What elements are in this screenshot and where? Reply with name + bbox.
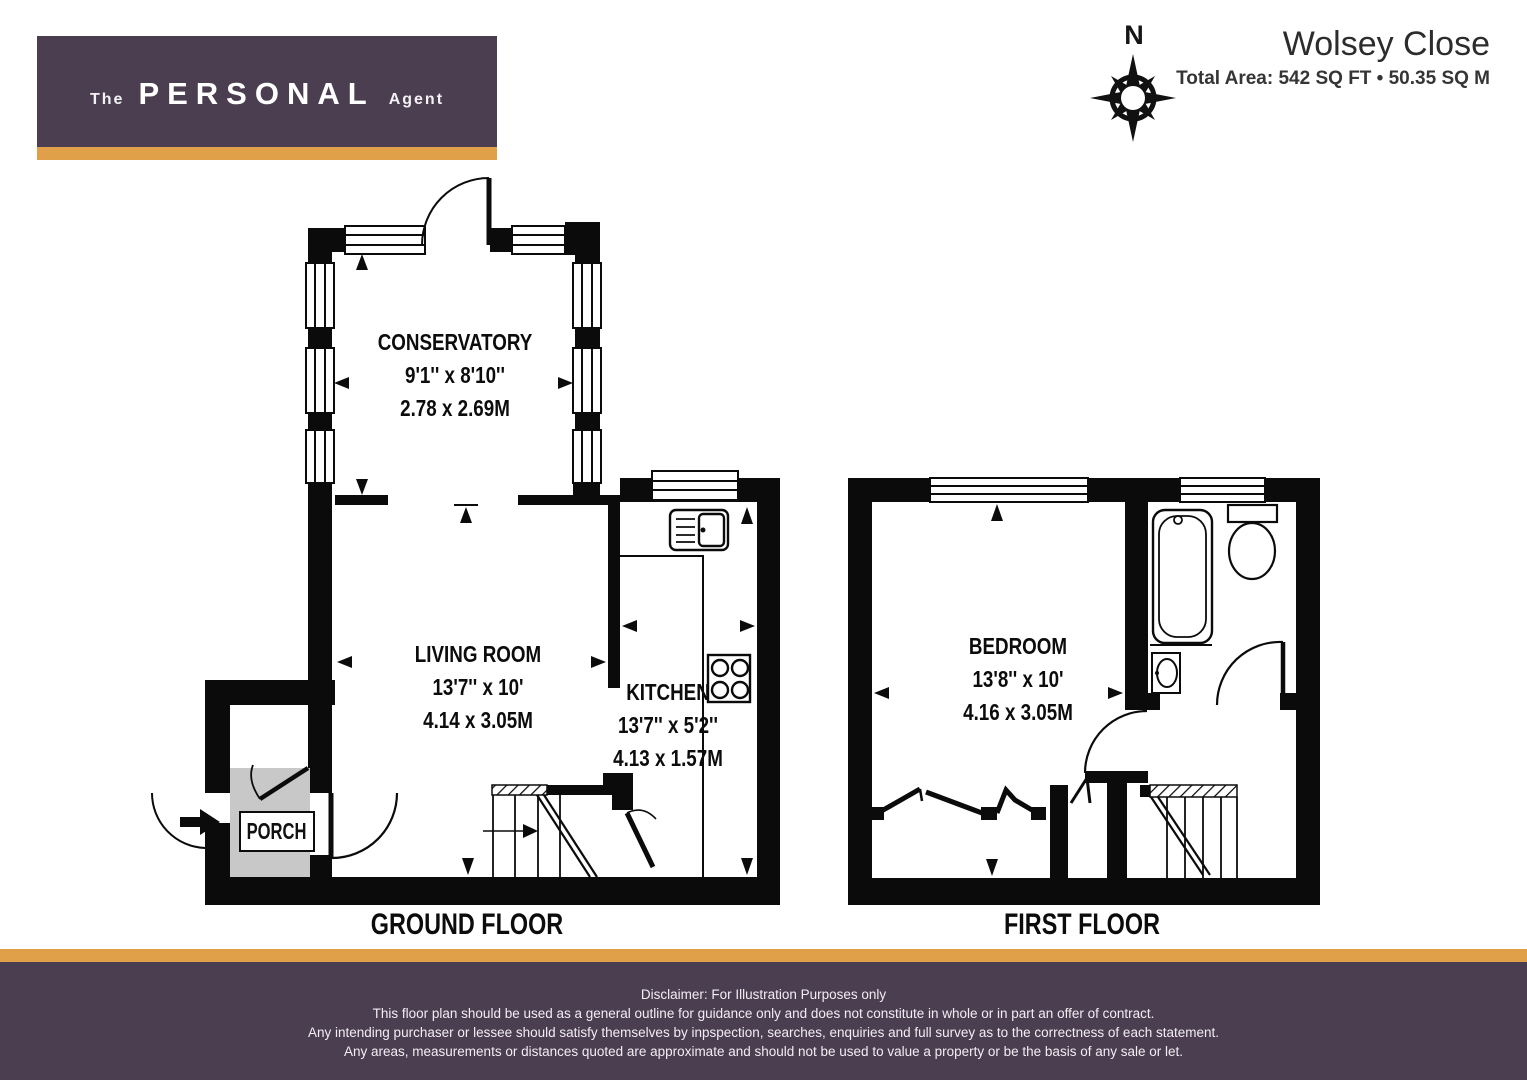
page-title: Wolsey Close (1282, 25, 1490, 63)
room-dim-imperial: 13'7'' x 10' (432, 674, 524, 700)
logo-name: PERSONAL (138, 76, 375, 111)
footer-gold-stripe (0, 949, 1527, 962)
toilet (1228, 505, 1277, 579)
wardrobe-jambs (870, 807, 1046, 820)
room-dim-metric: 4.13 x 1.57M (613, 745, 723, 771)
logo-prefix: The (89, 91, 125, 108)
staircase-first (1150, 785, 1237, 878)
bathroom-door (1217, 642, 1283, 705)
logo-suffix: Agent (388, 91, 445, 108)
disclaimer-line: Any intending purchaser or lessee should satisfy themselves by inpspection, searches, enquiries and full survey as to the correctness of each statement. (308, 1025, 1219, 1040)
room-dim-metric: 2.78 x 2.69M (400, 395, 510, 421)
bathroom-basin (1152, 653, 1180, 693)
room-dim-imperial: 13'8'' x 10' (972, 666, 1064, 692)
room-label-kitchen (604, 676, 732, 775)
room-dim-metric: 4.14 x 3.05M (423, 707, 533, 733)
compass-north-label: N (1124, 20, 1144, 50)
room-name: LIVING ROOM (414, 641, 542, 667)
first-floor-label: FIRST FLOOR (1004, 908, 1160, 941)
plan-header (1176, 25, 1490, 90)
room-name: PORCH (247, 818, 307, 844)
wardrobe-doors (878, 789, 1037, 813)
room-dim-imperial: 9'1'' x 8'10'' (404, 362, 505, 388)
room-name: CONSERVATORY (377, 329, 533, 355)
ground-floor-plan (150, 168, 790, 908)
kitchen-sink (670, 510, 728, 550)
room-name: BEDROOM (968, 633, 1068, 659)
room-label-porch (239, 811, 315, 852)
agency-logo (37, 36, 497, 147)
ground-floor-label: GROUND FLOOR (370, 908, 564, 941)
disclaimer-line: This floor plan should be used as a general outline for guidance only and does not constitute in whole or in part an offer of contract. (372, 1006, 1155, 1021)
room-label-conservatory (355, 326, 555, 425)
room-label-bedroom (918, 630, 1118, 729)
disclaimer-line: Any areas, measurements or distances quoted are approximate and should not be used to value a property or be the basis of any sale or let. (344, 1044, 1183, 1059)
logo-gold-stripe (37, 147, 497, 160)
disclaimer-line: Disclaimer: For Illustration Purposes only (640, 987, 887, 1002)
disclaimer (0, 985, 1527, 1061)
room-dim-metric: 4.16 x 3.05M (963, 699, 1073, 725)
total-area: Total Area: 542 SQ FT • 50.35 SQ M (1176, 68, 1490, 89)
conservatory-door (422, 178, 489, 245)
bath-tub (1153, 510, 1212, 643)
room-dim-imperial: 13'7'' x 5'2'' (617, 712, 718, 738)
room-label-living-room (378, 638, 578, 737)
room-name: KITCHEN (626, 679, 710, 705)
compass-rose-icon (1088, 50, 1178, 145)
